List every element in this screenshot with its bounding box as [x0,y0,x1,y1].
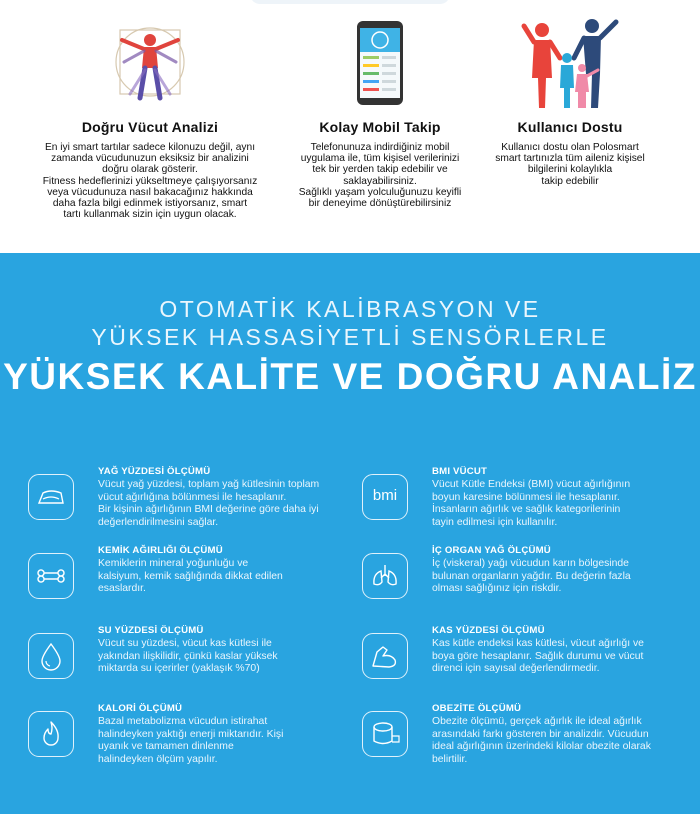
bmi-icon-text: bmi [372,487,398,504]
feature-description: Telefonunuza indirdiğiniz mobil uygulama ile, tüm kişisel verilerinizi tek bir yerden takip edebilir ve saklayabilirsiniz. Sağlıklı yaşam yolculuğunuzu keyifli bir deneyime dönüştürebilirsiniz [298,142,462,210]
metric-title: SU YÜZDESİ ÖLÇÜMÜ [98,625,204,636]
body-fat-icon [28,474,74,520]
feature-description: Kullanıcı dostu olan Polosmart smart tartınızla tüm aileniz kişisel bilgilerini kolaylıkla takip edebilir [495,142,645,187]
analysis-section [0,253,700,814]
family-icon [520,18,620,115]
water-drop-icon [28,633,74,679]
metric-title: OBEZİTE ÖLÇÜMÜ [432,703,522,714]
metric-description: Bazal metabolizma vücudun istirahat halindeyken yaktığı enerji miktarıdır. Kişi uyanık ve tamamen dinlenme halindeyken ölçüm yapılır. [98,716,284,765]
hero-headline: YÜKSEK KALİTE VE DOĞRU ANALİZ [3,356,697,397]
features-section [0,0,700,253]
vitruvian-body-icon [108,18,192,107]
feature-title: Doğru Vücut Analizi [81,119,219,135]
metric-description: Vücut Kütle Endeksi (BMI) vücut ağırlığının boyun karesine bölünmesi ile hesaplanır. İnsanların ağırlık ve sağlık kategorilerinin tayin edilmesi için kullanılır. [432,479,631,528]
hero-line-1: OTOMATİK KALİBRASYON VE [159,296,541,322]
smartphone-app-icon [356,20,404,111]
feature-description: En iyi smart tartılar sadece kilonuzu değil, aynı zamanda vücudunuzun eksiksiz bir analizini doğru olarak gösterir. Fitness hedeflerinizi yükseltmeye çalışıyorsanız veya vücudunuza nasıl bakacağınız hakkında daha fazla bilgi edinmek istiyorsanız, smart tartı kullanmak sizin için uygun olacak. [42,142,258,221]
metric-description: Vücut yağ yüzdesi, toplam yağ kütlesinin toplam vücut ağırlığına bölünmesi ile hesaplanır. Bir kişinin ağırlığının BMI değerine göre daha iyi değerlendirilmesini sağlar. [98,479,320,528]
decorative-arc [250,0,450,4]
measuring-tape-icon [362,711,408,757]
bone-icon [28,553,74,599]
metric-description: Obezite ölçümü, gerçek ağırlık ile ideal ağırlık arasındaki farkı gösteren bir analizdir. Vücudun ideal ağırlığının üzerindeki kilolar obezite olarak belirtilir. [432,716,651,765]
bmi-icon [362,474,408,520]
metric-description: İç (viskeral) yağı vücudun karın bölgesinde bulunan organların yağdır. Bu değerin fazla olması sağlığınız için riskdir. [432,558,631,595]
metric-description: Kas kütle endeksi kas kütlesi, vücut ağırlığı ve boya göre hesaplanır. Sağlık durumu ve vücut direnci için sayısal değerlendirmedir. [432,638,644,675]
hero-subtitle [0,295,700,351]
lungs-icon [362,553,408,599]
metric-title: BMI VÜCUT [432,466,488,477]
feature-title: Kolay Mobil Takip [319,119,441,135]
metric-title: KEMİK AĞIRLIĞI ÖLÇÜMÜ [98,545,223,556]
flame-icon [28,711,74,757]
metric-title: İÇ ORGAN YAĞ ÖLÇÜMÜ [432,545,551,556]
metric-description: Kemiklerin mineral yoğunluğu ve kalsiyum, kemik sağlığında dikkat edilen esaslardır. [98,558,283,595]
hero-line-2: YÜKSEK HASSASİYETLİ SENSÖRLERLE [91,324,609,350]
muscle-arm-icon [362,633,408,679]
feature-title: Kullanıcı Dostu [517,119,623,135]
metric-title: KAS YÜZDESİ ÖLÇÜMÜ [432,625,545,636]
metric-title: YAĞ YÜZDESİ ÖLÇÜMÜ [98,466,211,477]
metric-title: KALORİ ÖLÇÜMÜ [98,703,183,714]
metric-description: Vücut su yüzdesi, vücut kas kütlesi ile yakından ilişkilidir, çünkü kaslar yüksek miktarda su içerirler (yaklaşık %70) [98,638,278,675]
